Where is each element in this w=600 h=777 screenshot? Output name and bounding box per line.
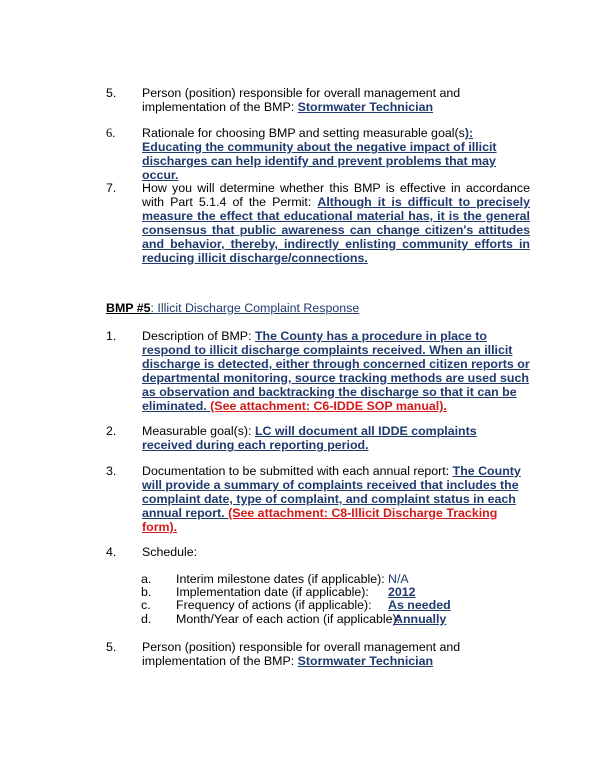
item-text: Person (position) responsible for overall management and implementation of the BMP: xyxy=(142,86,461,114)
item-number: 3. xyxy=(106,464,117,478)
schedule-letter: c. xyxy=(141,598,151,613)
bmp5-item-5-person-responsible xyxy=(106,640,530,668)
item-text: Documentation to be submitted with each annual report: xyxy=(142,464,453,478)
schedule-row xyxy=(141,598,521,611)
item-number: 1. xyxy=(106,329,117,343)
item-answer: The County will provide a summary of complaints received that includes the complaint date, type of complaint, and complaint status in each annual report. xyxy=(142,464,521,520)
schedule-label: Implementation date (if applicable): xyxy=(176,585,369,600)
bmp-label: BMP #5 xyxy=(106,301,151,315)
item-answer: Although it is difficult to precisely measure the effect that educational material has, it is the general consensus that public awareness can change citizen's attitudes and behavior, thereby, indirectly enlisting community efforts in reducing illicit discharge/connections. xyxy=(142,195,531,265)
item-text: Measurable goal(s): xyxy=(142,424,255,438)
item-text: Rationale for choosing BMP and setting measurable goal(s xyxy=(142,126,465,140)
item-answer: Stormwater Technician xyxy=(297,100,434,114)
item-number: 5. xyxy=(106,640,117,654)
item-text: How you will determine whether this BMP is effective in accordance with Part 5.1.4 of the Permit: xyxy=(142,181,530,209)
item-answer: The County has a procedure in place to respond to illicit discharge complaints received. When an illicit discharge is detected, either through concerned citizen reports or departmental monitoring, source tracking methods are used such as observation and backtracking the discharge so that it can be eliminated. xyxy=(142,329,530,413)
item-answer: Stormwater Technician xyxy=(297,654,434,668)
schedule-label: Frequency of actions (if applicable): xyxy=(176,598,372,613)
item-answer: LC will document all IDDE complaints received during each reporting period. xyxy=(142,424,477,452)
schedule-label: Interim milestone dates (if applicable): xyxy=(176,572,385,586)
attachment-reference: (See attachment: C8-Illicit Discharge Tracking form). xyxy=(142,506,498,534)
item-7-effectiveness xyxy=(106,181,530,265)
bmp5-item-3-documentation xyxy=(106,464,530,534)
schedule-row xyxy=(141,612,521,625)
item-number: 5. xyxy=(106,86,117,100)
schedule-value: 2012 xyxy=(388,585,416,600)
bmp5-item-4-schedule xyxy=(106,545,530,559)
item-answer: ): Educating the community about the negative impact of illicit discharges can help identify and prevent problems that may occur. xyxy=(142,126,497,182)
schedule-value: As needed xyxy=(388,598,451,613)
item-6-rationale xyxy=(106,126,530,182)
schedule-letter: d. xyxy=(141,611,152,626)
bmp5-item-2-measurable-goals xyxy=(106,424,530,452)
item-text: Schedule: xyxy=(142,545,198,559)
schedule-letter: b. xyxy=(141,585,152,600)
item-text: Person (position) responsible for overall management and implementation of the BMP: xyxy=(142,640,461,668)
bmp-5-heading xyxy=(106,301,359,315)
attachment-reference: (See attachment: C6-IDDE SOP manual). xyxy=(210,399,447,413)
bmp5-item-1-description xyxy=(106,329,530,413)
schedule-row xyxy=(141,572,521,585)
item-number: 6. xyxy=(106,126,116,140)
item-number: 7. xyxy=(106,181,117,195)
schedule-value: N/A xyxy=(388,572,409,586)
schedule-value: Annually xyxy=(394,611,447,626)
item-number: 2. xyxy=(106,424,117,438)
schedule-table xyxy=(141,572,521,625)
item-text: Description of BMP: xyxy=(142,329,255,343)
schedule-label: Month/Year of each action (if applicable): xyxy=(176,611,401,626)
schedule-letter: a. xyxy=(141,572,152,586)
bmp-title: : Illicit Discharge Complaint Response xyxy=(150,301,360,315)
item-5-person-responsible xyxy=(106,86,530,114)
schedule-row xyxy=(141,585,521,598)
item-number: 4. xyxy=(106,545,117,559)
